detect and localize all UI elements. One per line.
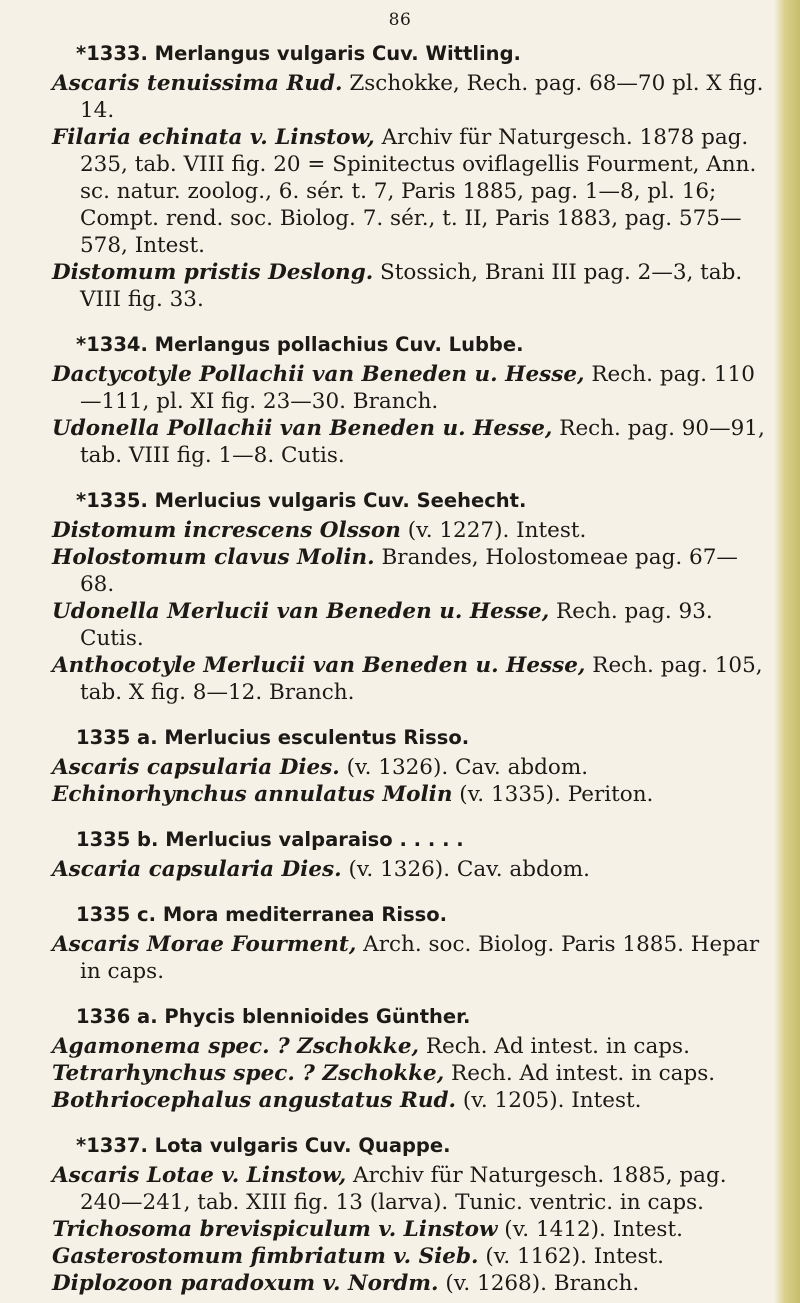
reference-citation: (v. 1412). Intest. [497, 1217, 683, 1242]
parasite-name: Ascaria capsularia Dies. [52, 857, 342, 882]
page-number: 86 [388, 10, 412, 30]
reference-citation: Rech. pag. 93. Cutis. [80, 599, 713, 651]
parasite-name: Distomum increscens Olsson [52, 518, 401, 543]
parasite-name: Udonella Pollachii van Beneden u. Hesse, [52, 416, 553, 441]
parasite-name: Echinorhynchus annulatus Molin [52, 782, 453, 807]
host-entry [52, 1132, 767, 1297]
parasite-reference [52, 652, 767, 706]
reference-citation: Archiv für Naturgesch. 1878 pag. 235, tab. VIII fig. 20 = Spinitectus oviflagellis Fourment, Ann. sc. natur. zoolog., 6. sér. t. 7, Paris 1885, pag. 1—8, pl. 16; Compt. rend. soc. Biolog. 7. sér., t. II, Paris 1883, pag. 575—578, Intest. [80, 125, 757, 258]
parasite-reference [52, 1243, 767, 1270]
reference-citation: Arch. soc. Biolog. Paris 1885. Hepar in caps. [80, 932, 760, 984]
parasite-reference [52, 544, 767, 598]
parasite-name: Ascaris tenuissima Rud. [52, 71, 343, 96]
host-species-heading: 1335 b. Merlucius valparaiso . . . . . [76, 828, 464, 851]
parasite-name: Filaria echinata v. Linstow, [52, 125, 375, 150]
reference-citation: Rech. pag. 105, tab. X fig. 8—12. Branch. [80, 653, 763, 705]
parasite-name: Ascaris capsularia Dies. [52, 755, 340, 780]
host-species-heading: *1337. Lota vulgaris Cuv. Quappe. [76, 1134, 451, 1157]
host-entry [52, 487, 767, 706]
reference-citation: Zschokke, Rech. pag. 68—70 pl. X fig. 14. [80, 71, 764, 123]
reference-citation: (v. 1335). Periton. [452, 782, 654, 807]
reference-citation: Rech. pag. 90—91, tab. VIII fig. 1—8. Cutis. [80, 416, 765, 468]
parasite-name: Anthocotyle Merlucii van Beneden u. Hesse, [52, 653, 586, 678]
page-edge [774, 0, 800, 1303]
host-species-heading: 1336 a. Phycis blennioides Günther. [76, 1005, 471, 1028]
parasite-reference [52, 517, 767, 544]
reference-citation: Rech. pag. 110—111, pl. XI fig. 23—30. Branch. [80, 362, 755, 414]
host-entry [52, 901, 767, 985]
reference-citation: (v. 1326). Cav. abdom. [339, 755, 589, 780]
parasite-name: Holostomum clavus Molin. [52, 545, 375, 570]
parasite-name: Udonella Merlucii van Beneden u. Hesse, [52, 599, 550, 624]
reference-citation: Brandes, Holostomeae pag. 67—68. [80, 545, 738, 597]
host-species-heading: *1334. Merlangus pollachius Cuv. Lubbe. [76, 333, 524, 356]
parasite-name: Dactycotyle Pollachii van Beneden u. Hesse, [52, 362, 585, 387]
parasite-reference [52, 754, 767, 781]
host-species-heading: 1335 c. Mora mediterranea Risso. [76, 903, 448, 926]
parasite-reference [52, 598, 767, 652]
parasite-name: Gasterostomum fimbriatum v. Sieb. [52, 1244, 479, 1269]
parasite-reference [52, 1216, 767, 1243]
parasite-reference [52, 415, 767, 469]
host-entry [52, 826, 767, 883]
parasite-reference [52, 1033, 767, 1060]
host-entry [52, 724, 767, 808]
parasite-name: Tetrarhynchus spec. ? Zschokke, [52, 1061, 445, 1086]
reference-citation: (v. 1227). Intest. [400, 518, 587, 543]
parasite-reference [52, 70, 767, 124]
reference-citation: Rech. Ad intest. in caps. [444, 1061, 716, 1086]
parasite-name: Bothriocephalus angustatus Rud. [52, 1088, 457, 1113]
parasite-reference [52, 259, 767, 313]
parasite-name: Agamonema spec. ? Zschokke, [52, 1034, 419, 1059]
reference-citation: Rech. Ad intest. in caps. [419, 1034, 690, 1059]
parasite-reference [52, 1270, 767, 1297]
parasite-reference [52, 781, 767, 808]
parasite-reference [52, 361, 767, 415]
host-entry [52, 40, 767, 313]
reference-citation: Stossich, Brani III pag. 2—3, tab. VIII fig. 33. [80, 260, 743, 312]
parasite-reference [52, 1162, 767, 1216]
page-body [52, 40, 767, 1297]
host-species-heading: *1335. Merlucius vulgaris Cuv. Seehecht. [76, 489, 527, 512]
parasite-reference [52, 124, 767, 259]
reference-citation: (v. 1162). Intest. [478, 1244, 664, 1269]
parasite-reference [52, 856, 767, 883]
parasite-name: Trichosoma brevispiculum v. Linstow [52, 1217, 498, 1242]
reference-citation: (v. 1205). Intest. [456, 1088, 642, 1113]
parasite-name: Ascaris Morae Fourment, [52, 932, 357, 957]
parasite-reference [52, 931, 767, 985]
reference-citation: (v. 1268). Branch. [438, 1271, 640, 1296]
reference-citation: Archiv für Naturgesch. 1885, pag. 240—241, tab. XIII fig. 13 (larva). Tunic. ventric. in caps. [80, 1163, 727, 1215]
parasite-reference [52, 1060, 767, 1087]
host-species-heading: *1333. Merlangus vulgaris Cuv. Wittling. [76, 42, 521, 65]
parasite-name: Diplozoon paradoxum v. Nordm. [52, 1271, 439, 1296]
parasite-name: Ascaris Lotae v. Linstow, [52, 1163, 347, 1188]
host-species-heading: 1335 a. Merlucius esculentus Risso. [76, 726, 470, 749]
host-entry [52, 1003, 767, 1114]
parasite-reference [52, 1087, 767, 1114]
parasite-name: Distomum pristis Deslong. [52, 260, 374, 285]
host-entry [52, 331, 767, 469]
reference-citation: (v. 1326). Cav. abdom. [341, 857, 590, 882]
